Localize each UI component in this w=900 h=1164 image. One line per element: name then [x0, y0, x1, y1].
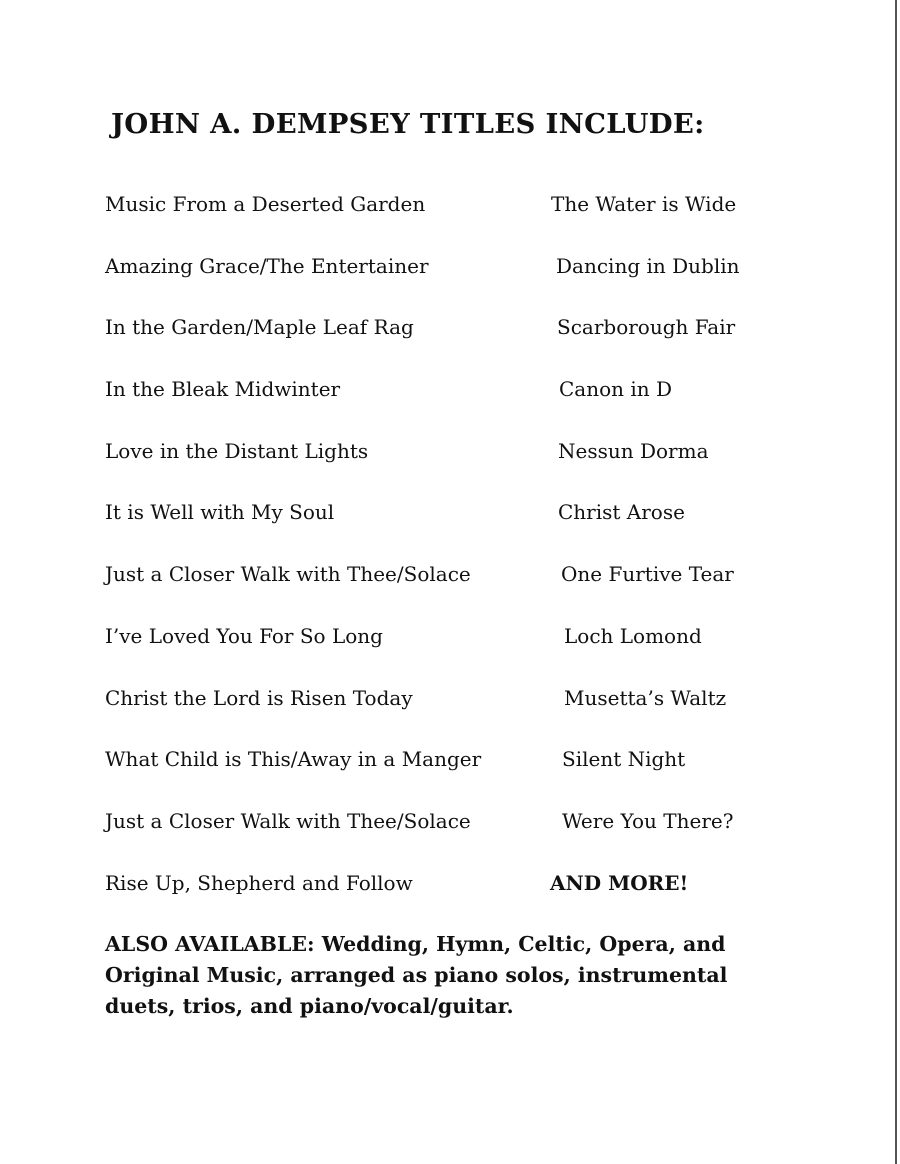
- title-left-9: Christ the Lord is Risen Today: [105, 686, 413, 710]
- also-available-line-1: ALSO AVAILABLE: Wedding, Hymn, Celtic, Opera, and: [105, 932, 726, 956]
- title-right-9: Musetta’s Waltz: [564, 686, 727, 710]
- title-right-11: Were You There?: [562, 809, 734, 833]
- title-right-3: Scarborough Fair: [557, 315, 736, 339]
- title-right-7: One Furtive Tear: [561, 562, 734, 586]
- title-left-11: Just a Closer Walk with Thee/Solace: [105, 809, 471, 833]
- title-left-8: I’ve Loved You For So Long: [105, 624, 383, 648]
- title-right-10: Silent Night: [562, 747, 686, 771]
- title-left-2: Amazing Grace/The Entertainer: [105, 254, 429, 278]
- title-left-12: Rise Up, Shepherd and Follow: [105, 871, 413, 895]
- title-left-3: In the Garden/Maple Leaf Rag: [105, 315, 414, 339]
- title-left-1: Music From a Deserted Garden: [105, 192, 426, 216]
- title-right-1: The Water is Wide: [551, 192, 737, 216]
- also-available-paragraph: [105, 929, 795, 1022]
- title-left-7: Just a Closer Walk with Thee/Solace: [105, 562, 471, 586]
- title-right-5: Nessun Dorma: [558, 439, 709, 463]
- title-right-6: Christ Arose: [558, 500, 685, 524]
- title-left-10: What Child is This/Away in a Manger: [105, 747, 482, 771]
- title-left-6: It is Well with My Soul: [105, 500, 335, 524]
- title-left-4: In the Bleak Midwinter: [105, 377, 341, 401]
- title-right-8: Loch Lomond: [564, 624, 702, 648]
- also-available-line-3: duets, trios, and piano/vocal/guitar.: [105, 994, 514, 1018]
- page-heading: JOHN A. DEMPSEY TITLES INCLUDE:: [111, 108, 705, 140]
- title-right-4: Canon in D: [559, 377, 673, 401]
- and-more-label: AND MORE!: [550, 871, 689, 895]
- title-left-5: Love in the Distant Lights: [105, 439, 369, 463]
- also-available-line-2: Original Music, arranged as piano solos, instrumental: [105, 963, 728, 987]
- title-right-2: Dancing in Dublin: [556, 254, 740, 278]
